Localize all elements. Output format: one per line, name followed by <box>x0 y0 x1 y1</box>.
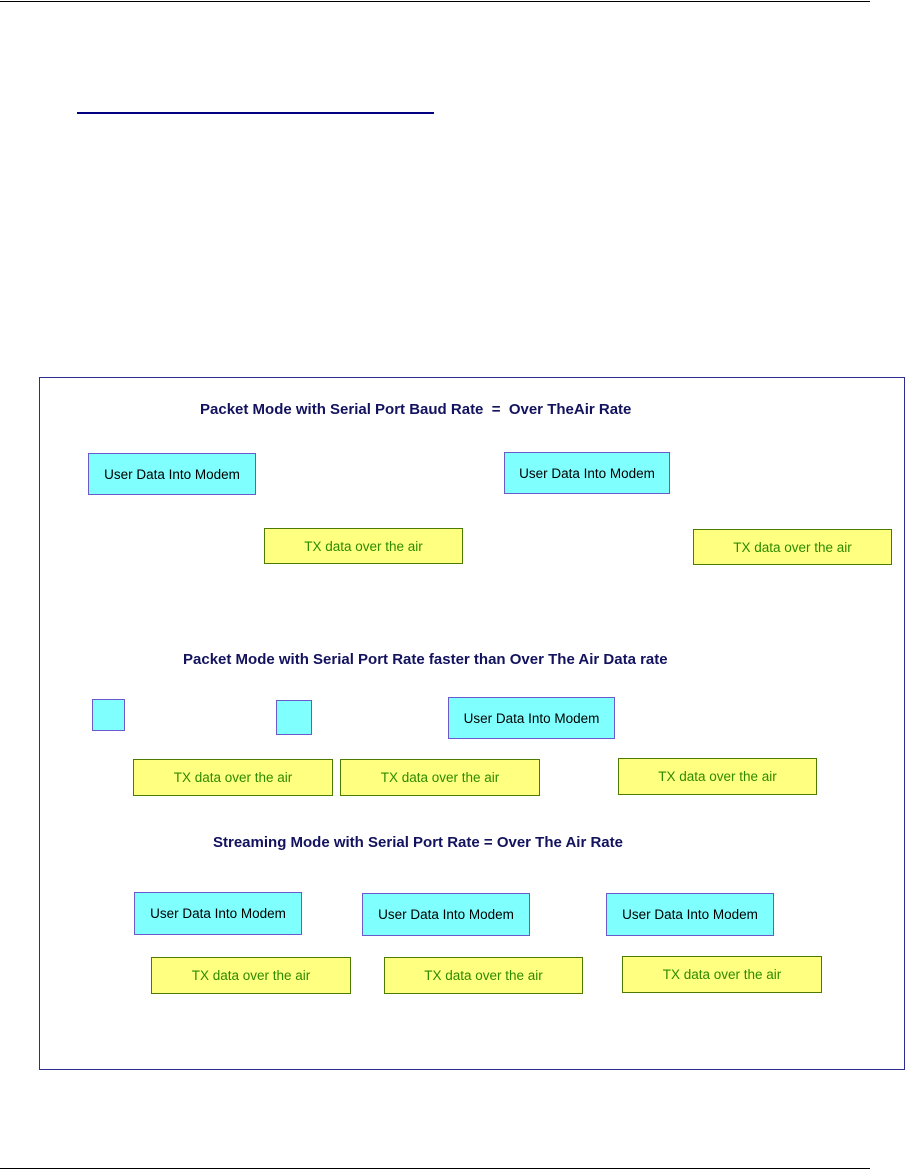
tx-data-box: TX data over the air <box>264 528 463 564</box>
tx-data-box: TX data over the air <box>618 758 817 795</box>
tx-data-box: TX data over the air <box>622 956 822 993</box>
user-data-small-box <box>92 699 125 731</box>
title-underline <box>77 112 434 114</box>
user-data-box: User Data Into Modem <box>362 893 530 936</box>
tx-data-box: TX data over the air <box>693 529 892 565</box>
user-data-box: User Data Into Modem <box>448 697 615 739</box>
heading-packet-faster-rate: Packet Mode with Serial Port Rate faster than Over The Air Data rate <box>183 651 668 668</box>
user-data-small-box <box>276 700 312 735</box>
tx-data-box: TX data over the air <box>384 957 583 994</box>
tx-data-box: TX data over the air <box>133 759 333 796</box>
top-rule <box>0 1 870 2</box>
user-data-box: User Data Into Modem <box>134 892 302 935</box>
timing-diagram-frame <box>39 377 905 1070</box>
user-data-box: User Data Into Modem <box>88 453 256 495</box>
user-data-box: User Data Into Modem <box>504 452 670 494</box>
tx-data-box: TX data over the air <box>151 957 351 994</box>
bottom-rule <box>0 1168 870 1169</box>
heading-streaming-equal-rate: Streaming Mode with Serial Port Rate = Over The Air Rate <box>213 834 623 851</box>
heading-packet-equal-rate: Packet Mode with Serial Port Baud Rate = Over TheAir Rate <box>200 401 632 418</box>
tx-data-box: TX data over the air <box>340 759 540 796</box>
user-data-box: User Data Into Modem <box>606 893 774 936</box>
